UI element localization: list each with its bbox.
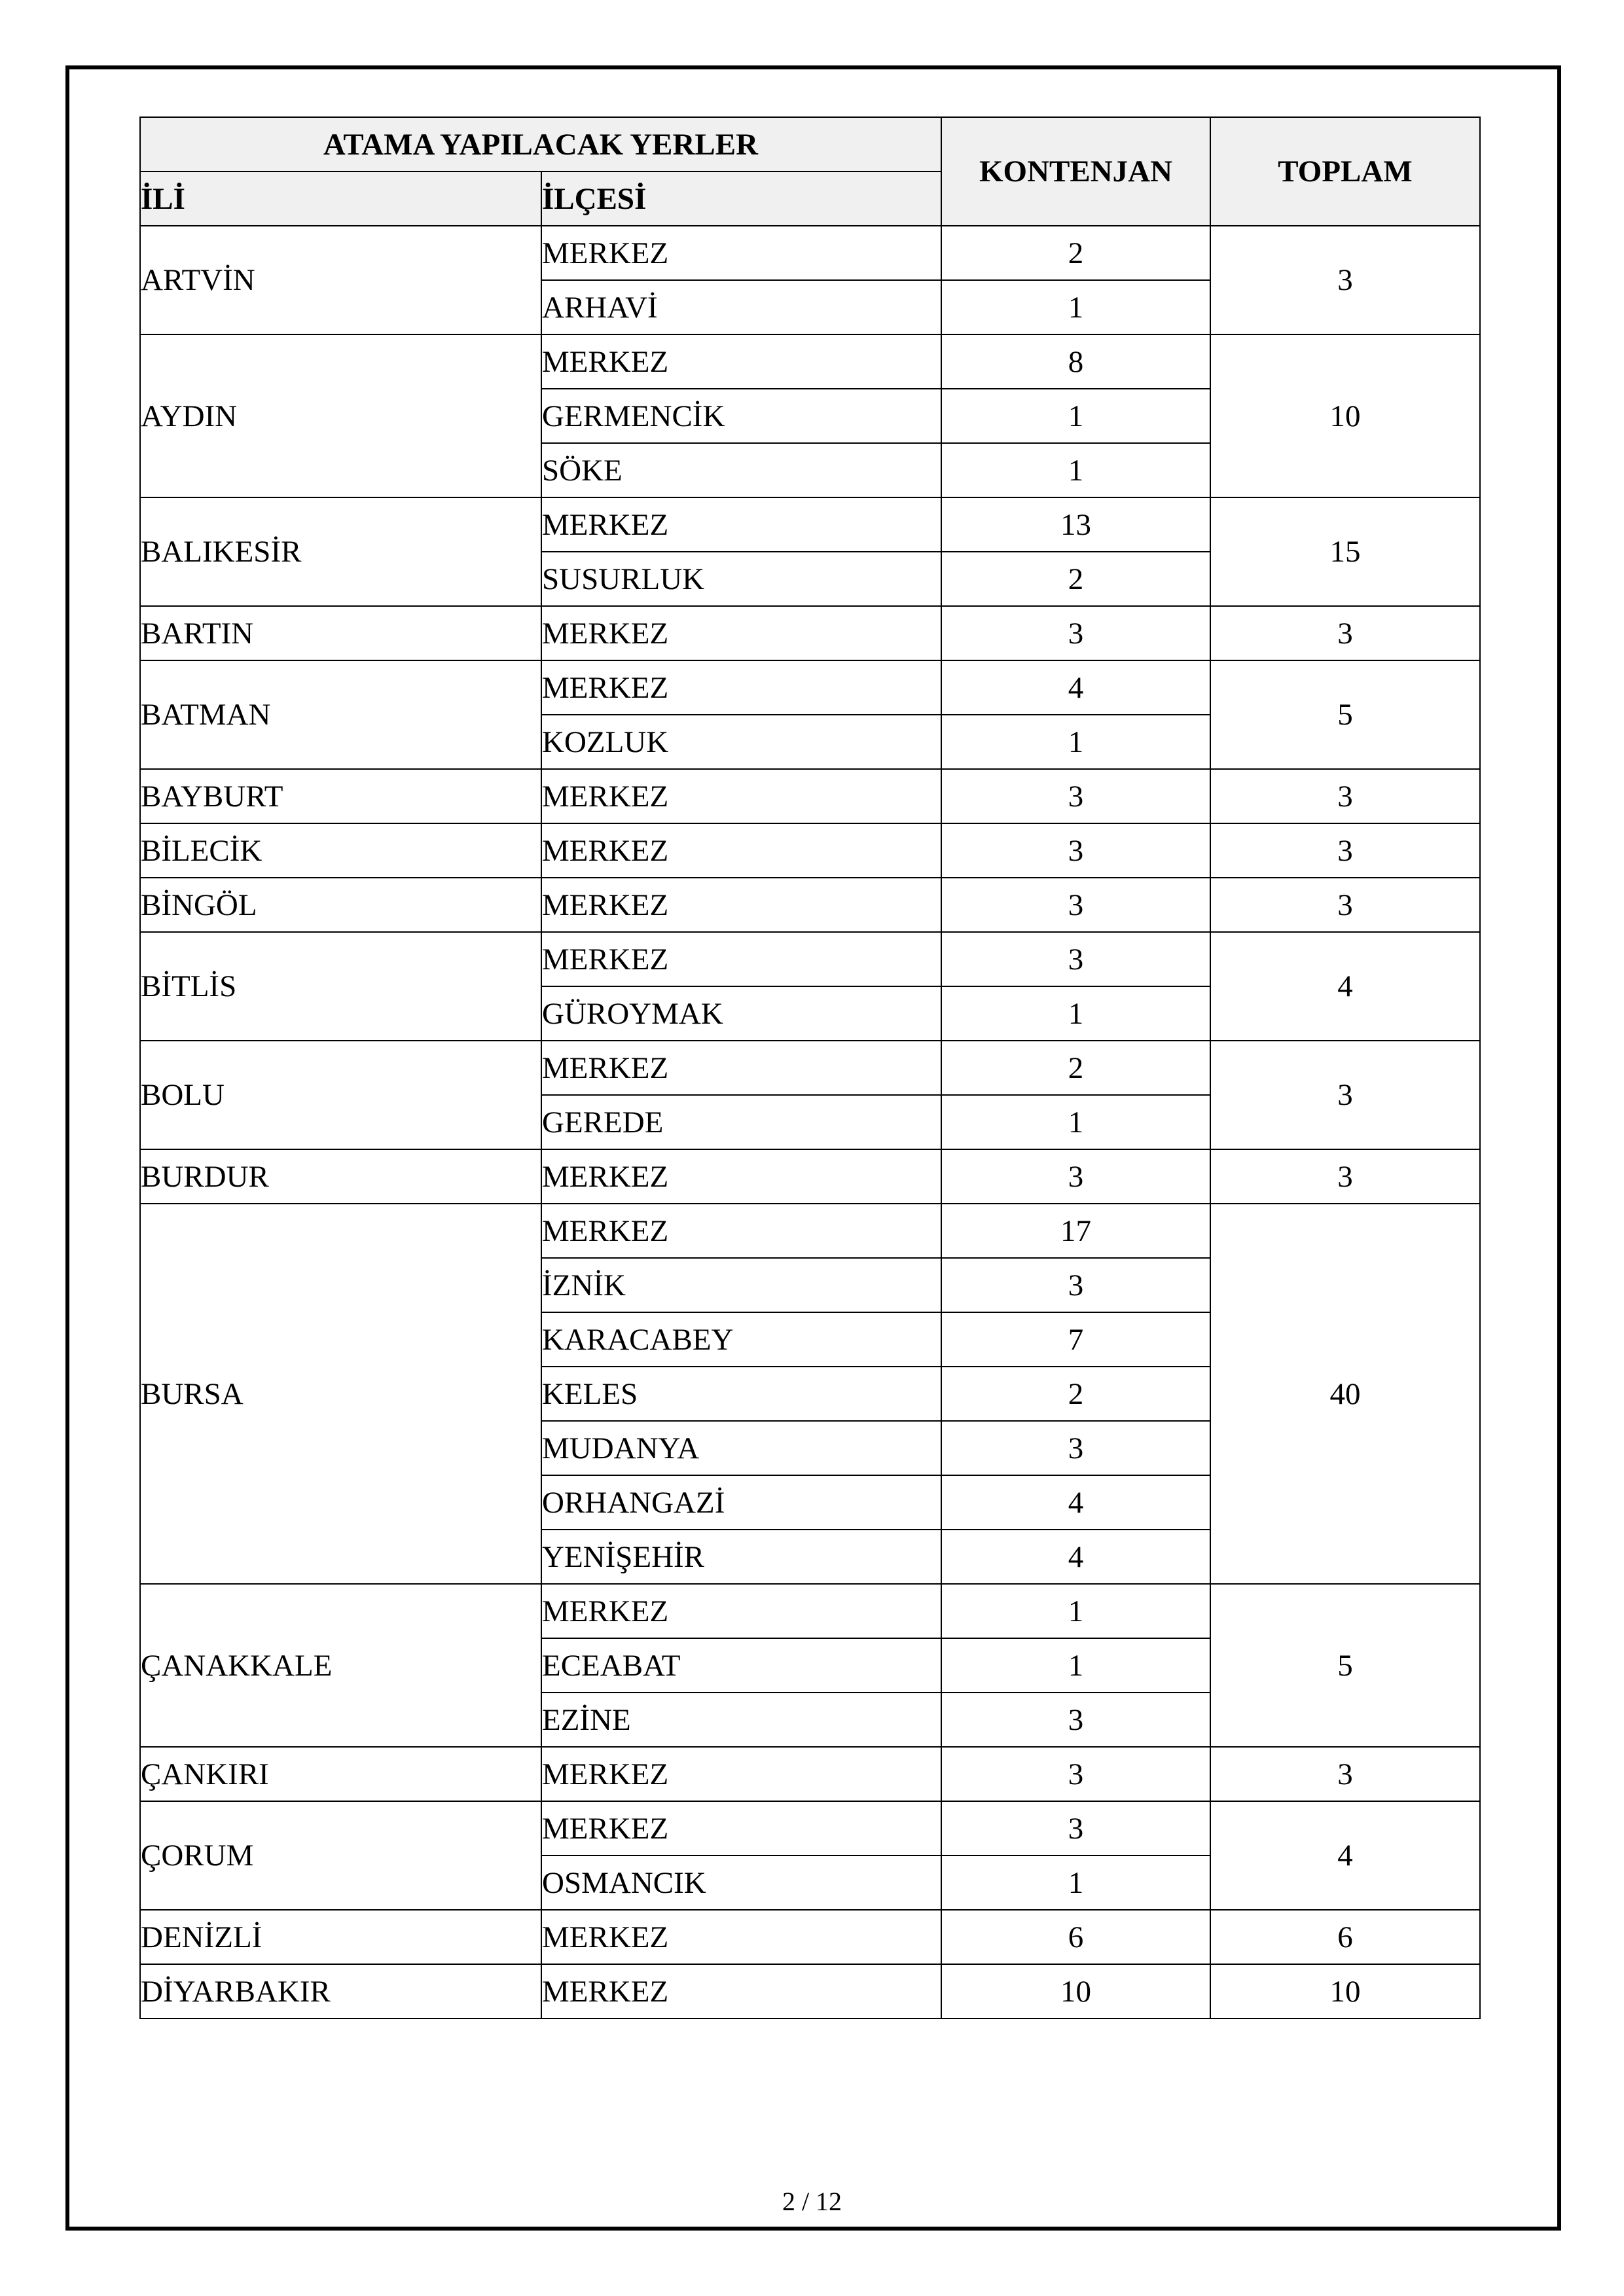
cell-toplam: 10 xyxy=(1210,334,1480,497)
cell-kontenjan: 1 xyxy=(941,1638,1210,1693)
table-row xyxy=(140,226,1480,280)
cell-kontenjan: 2 xyxy=(941,552,1210,606)
cell-il: BİLECİK xyxy=(140,823,541,878)
cell-ilce: MERKEZ xyxy=(541,1801,941,1856)
table-row xyxy=(140,1964,1480,2018)
cell-ilce: ECEABAT xyxy=(541,1638,941,1693)
cell-ilce: MERKEZ xyxy=(541,1149,941,1204)
cell-kontenjan: 17 xyxy=(941,1204,1210,1258)
table-row xyxy=(140,660,1480,715)
cell-ilce: ORHANGAZİ xyxy=(541,1475,941,1530)
cell-il: BALIKESİR xyxy=(140,497,541,606)
cell-il: ÇANAKKALE xyxy=(140,1584,541,1747)
cell-kontenjan: 3 xyxy=(941,1421,1210,1475)
table-row xyxy=(140,1584,1480,1638)
cell-kontenjan: 3 xyxy=(941,1693,1210,1747)
cell-kontenjan: 7 xyxy=(941,1312,1210,1367)
page-number: 2 / 12 xyxy=(782,2187,842,2216)
cell-ilce: GÜROYMAK xyxy=(541,986,941,1041)
cell-toplam: 3 xyxy=(1210,823,1480,878)
cell-ilce: KOZLUK xyxy=(541,715,941,769)
cell-il: ARTVİN xyxy=(140,226,541,334)
cell-ilce: MERKEZ xyxy=(541,226,941,280)
cell-ilce: MERKEZ xyxy=(541,1584,941,1638)
cell-toplam: 3 xyxy=(1210,1149,1480,1204)
cell-toplam: 6 xyxy=(1210,1910,1480,1964)
cell-toplam: 3 xyxy=(1210,769,1480,823)
cell-ilce: SÖKE xyxy=(541,443,941,497)
cell-kontenjan: 4 xyxy=(941,660,1210,715)
cell-kontenjan: 3 xyxy=(941,1258,1210,1312)
cell-kontenjan: 3 xyxy=(941,1149,1210,1204)
cell-toplam: 3 xyxy=(1210,1041,1480,1149)
cell-toplam: 3 xyxy=(1210,878,1480,932)
cell-kontenjan: 10 xyxy=(941,1964,1210,2018)
cell-ilce: MERKEZ xyxy=(541,769,941,823)
cell-toplam: 3 xyxy=(1210,1747,1480,1801)
table-row xyxy=(140,1041,1480,1095)
cell-toplam: 5 xyxy=(1210,1584,1480,1747)
table-row xyxy=(140,1910,1480,1964)
cell-kontenjan: 1 xyxy=(941,443,1210,497)
cell-kontenjan: 2 xyxy=(941,1367,1210,1421)
cell-il: AYDIN xyxy=(140,334,541,497)
table-row xyxy=(140,878,1480,932)
cell-il: DENİZLİ xyxy=(140,1910,541,1964)
cell-il: BİNGÖL xyxy=(140,878,541,932)
cell-toplam: 10 xyxy=(1210,1964,1480,2018)
cell-ilce: YENİŞEHİR xyxy=(541,1530,941,1584)
table-header xyxy=(140,117,1480,226)
cell-ilce: KELES xyxy=(541,1367,941,1421)
cell-ilce: MERKEZ xyxy=(541,606,941,660)
cell-toplam: 5 xyxy=(1210,660,1480,769)
table-row xyxy=(140,932,1480,986)
cell-kontenjan: 2 xyxy=(941,1041,1210,1095)
table-row xyxy=(140,1149,1480,1204)
cell-kontenjan: 3 xyxy=(941,769,1210,823)
cell-ilce: MERKEZ xyxy=(541,497,941,552)
cell-il: ÇORUM xyxy=(140,1801,541,1910)
cell-kontenjan: 3 xyxy=(941,1801,1210,1856)
table-row xyxy=(140,1801,1480,1856)
cell-ilce: MERKEZ xyxy=(541,1910,941,1964)
cell-toplam: 3 xyxy=(1210,226,1480,334)
cell-ilce: MERKEZ xyxy=(541,823,941,878)
cell-ilce: MERKEZ xyxy=(541,660,941,715)
table-row xyxy=(140,334,1480,389)
cell-kontenjan: 4 xyxy=(941,1475,1210,1530)
cell-kontenjan: 3 xyxy=(941,606,1210,660)
cell-ilce: EZİNE xyxy=(541,1693,941,1747)
cell-kontenjan: 1 xyxy=(941,1584,1210,1638)
cell-toplam: 3 xyxy=(1210,606,1480,660)
cell-toplam: 40 xyxy=(1210,1204,1480,1584)
cell-ilce: KARACABEY xyxy=(541,1312,941,1367)
cell-ilce: GERMENCİK xyxy=(541,389,941,443)
cell-ilce: MERKEZ xyxy=(541,1041,941,1095)
cell-ilce: İZNİK xyxy=(541,1258,941,1312)
cell-il: BATMAN xyxy=(140,660,541,769)
table-row xyxy=(140,606,1480,660)
cell-kontenjan: 1 xyxy=(941,389,1210,443)
table-row xyxy=(140,823,1480,878)
cell-ilce: MERKEZ xyxy=(541,932,941,986)
header-ilce: İLÇESİ xyxy=(541,171,941,226)
table-row xyxy=(140,769,1480,823)
cell-ilce: GEREDE xyxy=(541,1095,941,1149)
cell-il: BURDUR xyxy=(140,1149,541,1204)
table-row xyxy=(140,1204,1480,1258)
header-il: İLİ xyxy=(140,171,541,226)
cell-kontenjan: 8 xyxy=(941,334,1210,389)
cell-il: BURSA xyxy=(140,1204,541,1584)
cell-kontenjan: 13 xyxy=(941,497,1210,552)
cell-toplam: 15 xyxy=(1210,497,1480,606)
header-toplam: TOPLAM xyxy=(1210,117,1480,226)
cell-il: BARTIN xyxy=(140,606,541,660)
header-kontenjan: KONTENJAN xyxy=(941,117,1210,226)
cell-il: BAYBURT xyxy=(140,769,541,823)
cell-ilce: MUDANYA xyxy=(541,1421,941,1475)
cell-il: ÇANKIRI xyxy=(140,1747,541,1801)
cell-kontenjan: 1 xyxy=(941,715,1210,769)
cell-kontenjan: 1 xyxy=(941,1095,1210,1149)
cell-ilce: MERKEZ xyxy=(541,1204,941,1258)
cell-kontenjan: 4 xyxy=(941,1530,1210,1584)
cell-ilce: MERKEZ xyxy=(541,1964,941,2018)
cell-kontenjan: 3 xyxy=(941,932,1210,986)
cell-kontenjan: 1 xyxy=(941,986,1210,1041)
cell-kontenjan: 1 xyxy=(941,280,1210,334)
cell-kontenjan: 3 xyxy=(941,878,1210,932)
cell-toplam: 4 xyxy=(1210,1801,1480,1910)
cell-ilce: SUSURLUK xyxy=(541,552,941,606)
cell-kontenjan: 3 xyxy=(941,1747,1210,1801)
cell-kontenjan: 6 xyxy=(941,1910,1210,1964)
table-body xyxy=(140,226,1480,2018)
cell-ilce: OSMANCIK xyxy=(541,1856,941,1910)
table-row xyxy=(140,1747,1480,1801)
allocation-table xyxy=(139,117,1481,2019)
table-row xyxy=(140,497,1480,552)
cell-ilce: MERKEZ xyxy=(541,878,941,932)
cell-kontenjan: 1 xyxy=(941,1856,1210,1910)
cell-il: BOLU xyxy=(140,1041,541,1149)
cell-il: DİYARBAKIR xyxy=(140,1964,541,2018)
cell-ilce: MERKEZ xyxy=(541,1747,941,1801)
cell-il: BİTLİS xyxy=(140,932,541,1041)
cell-ilce: ARHAVİ xyxy=(541,280,941,334)
cell-kontenjan: 3 xyxy=(941,823,1210,878)
cell-toplam: 4 xyxy=(1210,932,1480,1041)
header-group: ATAMA YAPILACAK YERLER xyxy=(140,117,941,171)
cell-ilce: MERKEZ xyxy=(541,334,941,389)
cell-kontenjan: 2 xyxy=(941,226,1210,280)
